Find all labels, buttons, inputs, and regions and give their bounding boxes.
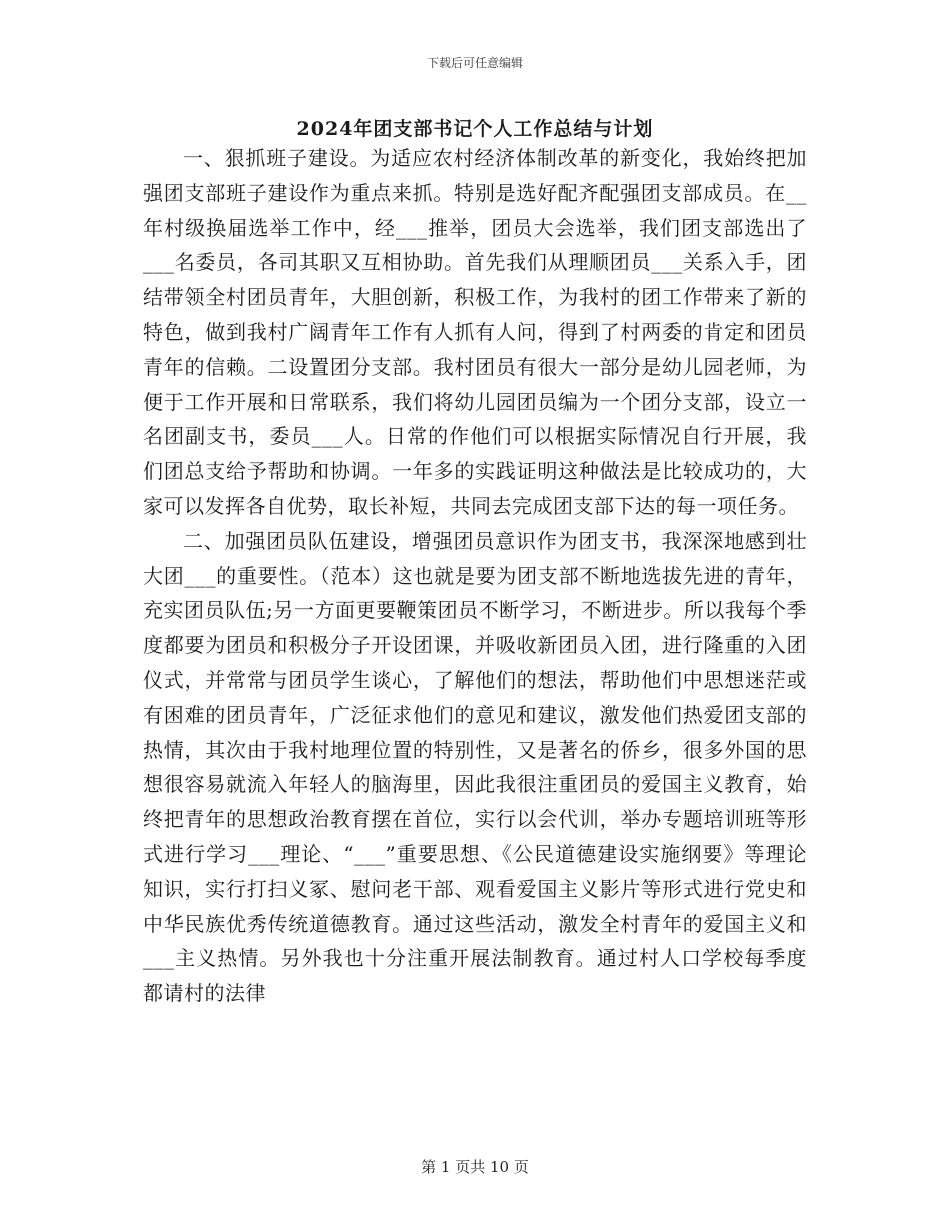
- paragraph: 二、加强团员队伍建设，增强团员意识作为团支书，我深深地感到壮大团___的重要性。（范本）这也就是要为团支部不断地选拔先进的青年，充实团员队伍;另一方面更要鞭策团员不断学习，不断进步。所以我每个季度都要为团员和积极分子开设团课，并吸收新团员入团，进行隆重的入团仪式，并常常与团员学生谈心，了解他们的想法，帮助他们中思想迷茫或有困难的团员青年，广泛征求他们的意见和建议，激发他们热爱团支部的热情，其次由于我村地理位置的特别性，又是著名的侨乡，很多外国的思想很容易就流入年轻人的脑海里，因此我很注重团员的爱国主义教育，始终把青年的思想政治教育摆在首位，实行以会代训，举办专题培训班等形式进行学习___理论、“___”重要思想、《公民道德建设实施纲要》等理论知识，实行打扫义冢、慰问老干部、观看爱国主义影片等形式进行党史和中华民族优秀传统道德教育。通过这些活动，激发全村青年的爱国主义和___主义热情。另外我也十分注重开展法制教育。通过村人口学校每季度都请村的法律: [143, 528, 807, 1006]
- paragraph: 一、狠抓班子建设。为适应农村经济体制改革的新变化，我始终把加强团支部班子建设作为重点来抓。特别是选好配齐配强团支部成员。在__年村级换届选举工作中，经___推举，团员大会选举，我们团支部选出了___名委员，各司其职又互相协助。首先我们从理顺团员___关系入手，团结带领全村团员青年，大胆创新，积极工作，为我村的团工作带来了新的特色，做到我村广阔青年工作有人抓有人问，得到了村两委的肯定和团员青年的信赖。二设置团分支部。我村团员有很大一部分是幼儿园老师，为便于工作开展和日常联系，我们将幼儿园团员编为一个团分支部，设立一名团副支书，委员___人。日常的作他们可以根据实际情况自行开展，我们团总支给予帮助和协调。一年多的实践证明这种做法是比较成功的，大家可以发挥各自优势，取长补短，共同去完成团支部下达的每一项任务。: [143, 146, 807, 518]
- header-note: 下载后可任意编辑: [426, 56, 523, 70]
- document-title: 2024年团支部书记个人工作总结与计划: [296, 118, 654, 140]
- document-body: [143, 141, 807, 1011]
- page-footer: 第 1 页共 10 页: [421, 1158, 529, 1176]
